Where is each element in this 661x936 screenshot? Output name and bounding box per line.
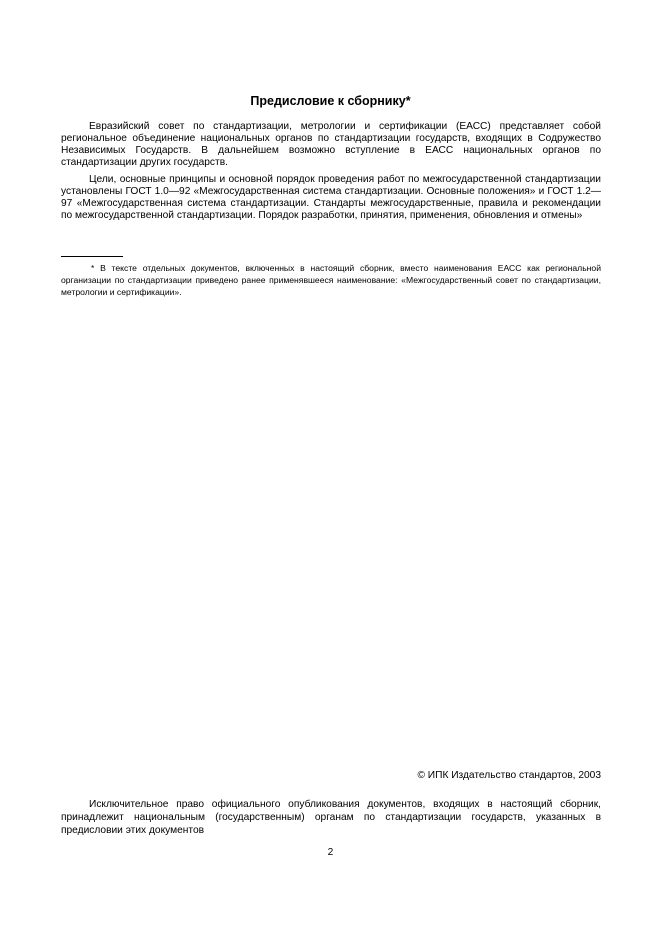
copyright-line: © ИПК Издательство стандартов, 2003 [417,770,601,781]
footnote-divider [61,256,123,257]
footnote: * В тексте отдельных документов, включенных в настоящий сборник, вместо наименования ЕАСС как региональной организации по стандартизации приведено ранее применявшееся наименование: «Межгосударственный совет по стандартизации, метрологии и сертификации». [61,263,601,298]
body-paragraph-1: Евразийский совет по стандартизации, метрологии и сертификации (ЕАСС) представляет собой региональное объединение национальных органов по стандартизации государств, входящих в Содружество Независимых Государств. В дальнейшем возможно вступление в ЕАСС национальных органов по стандартизации других государств. [61,121,601,168]
page-title: Предисловие к сборнику* [250,94,411,108]
page-number: 2 [327,847,334,858]
body-paragraph-2: Цели, основные принципы и основной порядок проведения работ по межгосударственной стандартизации установлены ГОСТ 1.0—92 «Межгосударственная система стандартизации. Основные положения» и ГОСТ 1.2—97 «Межгосударственная система стандартизации. Стандарты межгосударственные, правила и рекомендации по межгосударственной стандартизации. Порядок разработки, принятия, применения, обновления и отмены» [61,174,601,221]
rights-notice: Исключительное право официального опубликования документов, входящих в настоящий сборник, принадлежит национальным (государственным) органам по стандартизации государств, указанных в предисловии этих документов [61,799,601,837]
